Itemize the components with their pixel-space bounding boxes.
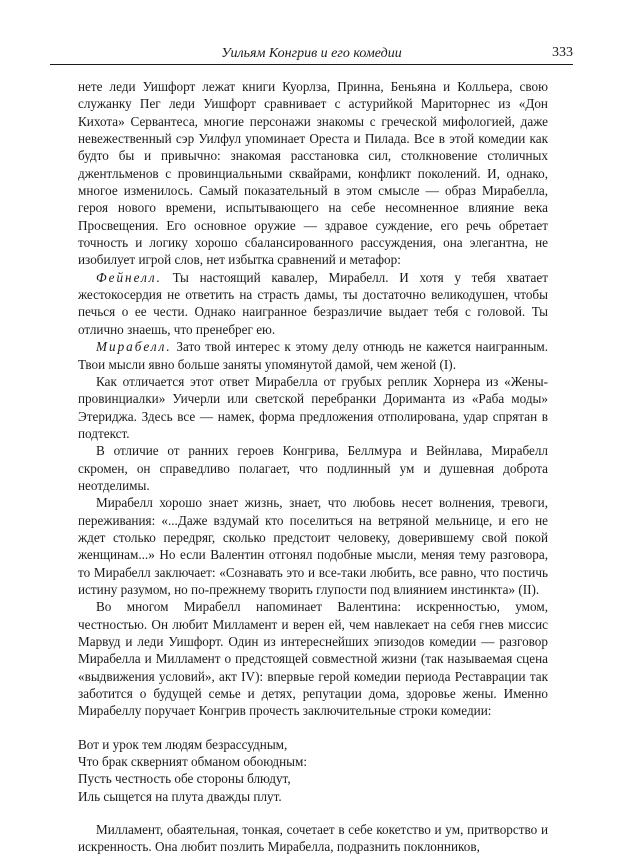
body-text bbox=[78, 78, 548, 856]
page-number: 333 bbox=[552, 45, 573, 60]
dialogue-mirabell-text: Зато твой интерес к этому делу отнюдь не кажется наигранным. Твои мысли явно больше заняты упомянутой дамой, чем женой (I). bbox=[78, 339, 548, 372]
paragraph-1: нете леди Уишфорт лежат книги Куорлза, Принна, Беньяна и Колльера, свою служанку Пег леди Уишфорт сравнивает с астурийкой Мариторнес из «Дон Кихота» Сервантеса, многие персонажи знакомы с греческой мифологией, даже невежественный сэр Уилфул упоминает Ореста и Пилада. Все в этой комедии как будто бы и привычно: знакомая расстановка сил, столкновение столичных джентльменов с провинциальными сквайрами, конфликт поколений. И, однако, многое изменилось. Самый показательный в этом смысле — образ Мирабелла, героя нового времени, испытывающего на себе несомненное влияние века Просвещения. Его основное оружие — здравое суждение, его речь обретает точность и логику хорошо сбалансированного рассуждения, она элегантна, не изобилует игрой слов, нет избытка сравнений и метафор: bbox=[78, 79, 548, 268]
speaker-mirabell: Мирабелл. bbox=[96, 339, 172, 355]
verse-line: Что брак скверният обманом обоюдным: bbox=[78, 754, 308, 770]
running-title: Уильям Конгрив и его комедии bbox=[221, 46, 402, 61]
paragraph-7: Во многом Мирабелл напоминает Валентина: искренностью, умом, честностью. Он любит Милламент и верен ей, чем навлекает на себя гнев миссис Марвуд и леди Уишфорт. Один из интереснейших эпизодов комедии — разговор Мирабелла и Милламент о предстоящей совместной жизни (так называемая сцена «выдвижения условий», акт IV): впервые герой комедии периода Реставрации так заботится о будущей семье и детях, репутации дома, здоровье жены. Именно Мирабеллу поручает Конгрив прочесть заключительные строки комедии: bbox=[78, 599, 548, 719]
verse-line: Иль сыщется на плута дважды плут. bbox=[78, 788, 282, 804]
paragraph-4: Как отличается этот ответ Мирабелла от грубых реплик Хорнера из «Жены-провинциалки» Уичерли или светской перебранки Доримантa из «Раба моды» Этериджа. Здесь все — намек, форма предложения отполирована, удар спрятан в подтекст. bbox=[78, 373, 548, 441]
dialogue-mirabell bbox=[78, 338, 548, 373]
dialogue-feinell-text: Ты настоящий кавалер, Мирабелл. И хотя у тебя хватает жестокосердия не ответить на страсть дамы, ты достаточно великодушен, чтобы печься о ее чести. Однако наигранное безразличие выдает тебя с головой. Ты отлично знаешь, что пренебрег ею. bbox=[78, 269, 548, 337]
paragraph-8: Миллaмент, обаятельная, тонкая, сочетает в себе кокетство и ум, притворство и искренность. Она любит позлить Мирабелла, подразнить поклонников, bbox=[78, 822, 548, 855]
verse-line: Вот и урок тем людям безрассудным, bbox=[78, 736, 288, 752]
verse-line: Пусть честность обе стороны блюдут, bbox=[78, 771, 291, 787]
dialogue-feinell bbox=[78, 269, 548, 338]
speaker-feinell: Фейнелл. bbox=[96, 269, 162, 285]
running-header bbox=[50, 44, 573, 65]
paragraph-6: Мирабелл хорошо знает жизнь, знает, что любовь несет волнения, тревоги, переживания: «...Даже вздумай кто поселиться на ветряной мельнице, и его не ждет столько передряг, сколько предстоит человеку, доверившему свой покой женщинам...» Но если Валентин отгонял подобные мысли, меняя тему разговора, то Мирабелл заключает: «Сознавать это и все-таки любить, все равно, что постичь истину разумом, но по-прежнему творить глупости под влиянием инстинкта» (II). bbox=[78, 495, 548, 597]
paragraph-5: В отличие от ранних героев Конгрива, Беллмура и Вейнлава, Мирабелл скромен, он справедливо полагает, что подлинный ум и душевная доброта неотделимы. bbox=[78, 443, 548, 493]
